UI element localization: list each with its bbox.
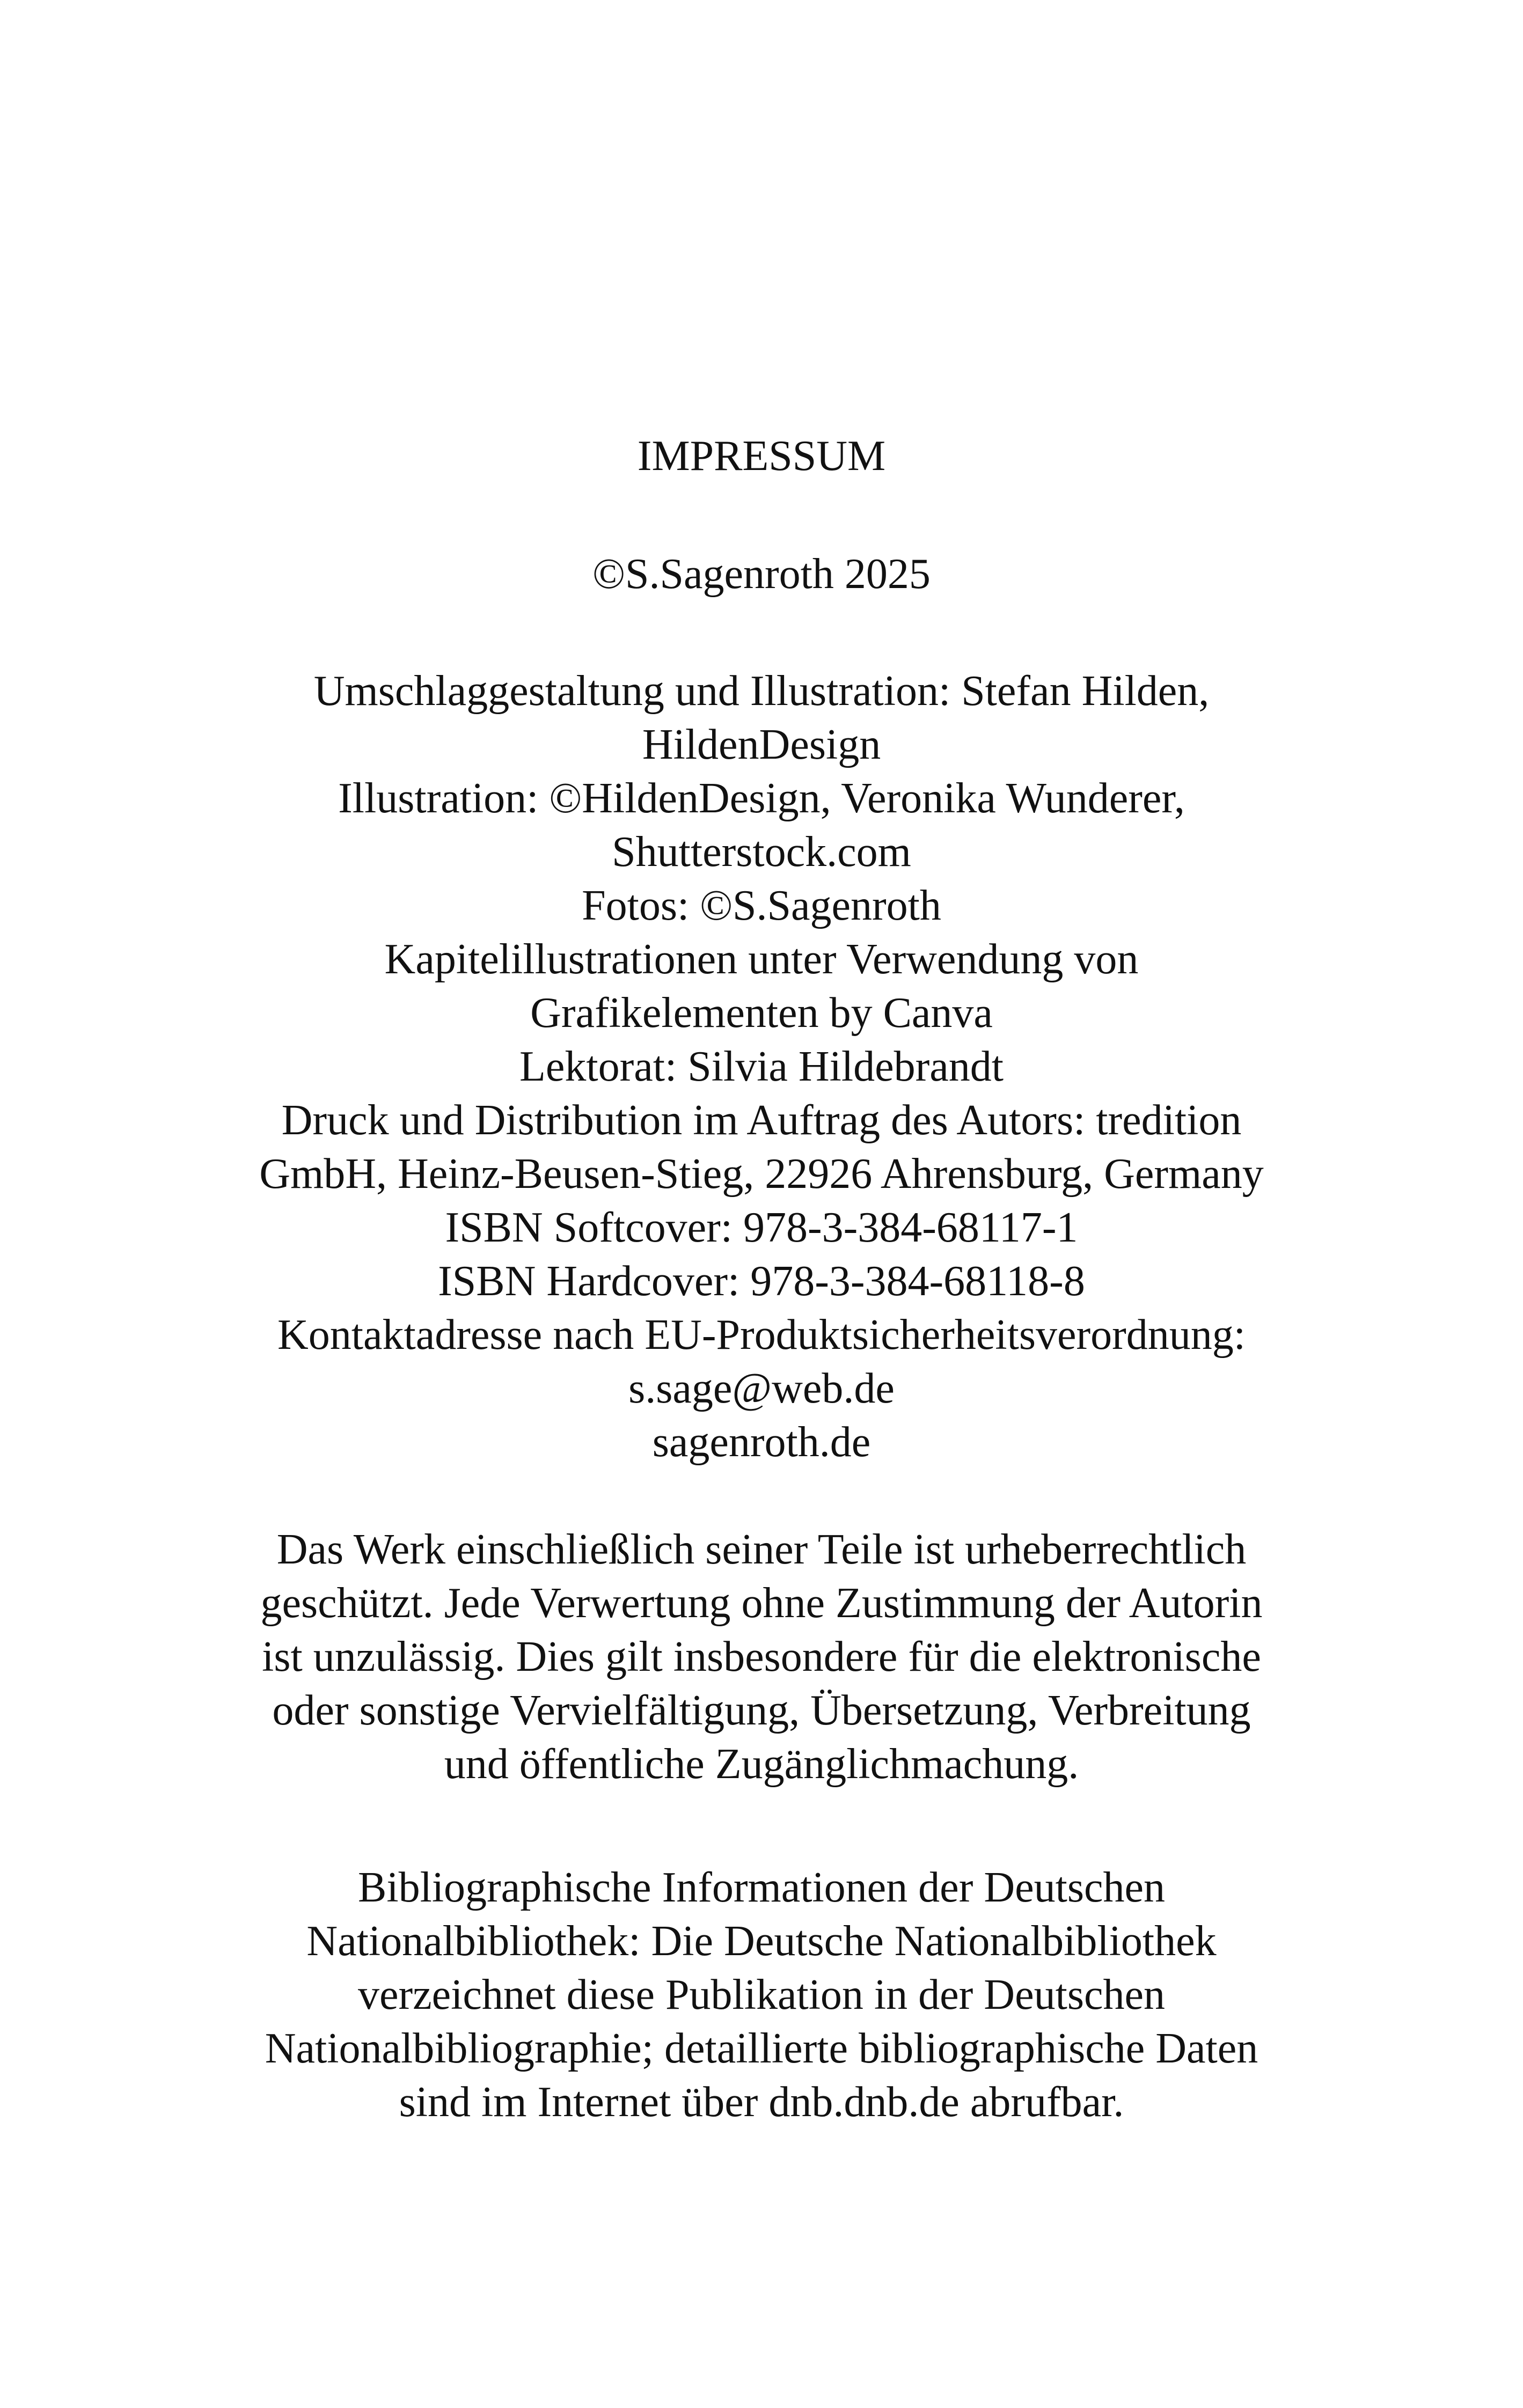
rights-line: ist unzulässig. Dies gilt insbesondere für die elektronische xyxy=(262,1633,1261,1680)
impressum-heading xyxy=(0,429,1523,483)
credit-line-publisher-address: GmbH, Heinz-Beusen-Stieg, 22926 Ahrensburg, Germany xyxy=(259,1150,1264,1198)
credit-line-chapter-illustrations-source: Grafikelementen by Canva xyxy=(530,989,993,1037)
bibliographic-notice xyxy=(0,1861,1523,2129)
isbn-softcover: ISBN Softcover: 978-3-384-68117-1 xyxy=(445,1204,1078,1251)
credit-line-illustration: Illustration: ©HildenDesign, Veronika Wunderer, xyxy=(338,775,1185,822)
credit-line-cover: Umschlaggestaltung und Illustration: Stefan Hilden, xyxy=(313,667,1210,715)
credit-line-photos: Fotos: ©S.Sagenroth xyxy=(582,882,941,929)
credit-line-distribution: Druck und Distribution im Auftrag des Autors: tredition xyxy=(281,1097,1242,1144)
contact-website: sagenroth.de xyxy=(652,1419,871,1466)
credit-line-illustration-source: Shutterstock.com xyxy=(612,828,911,876)
bibliography-line: Bibliographische Informationen der Deutschen xyxy=(358,1864,1165,1911)
credit-line-cover-studio: HildenDesign xyxy=(642,721,881,768)
bibliography-line: verzeichnet diese Publikation in der Deutschen xyxy=(358,1971,1165,2018)
rights-line: geschützt. Jede Verwertung ohne Zustimmung der Autorin xyxy=(260,1580,1263,1627)
contact-label: Kontaktadresse nach EU-Produktsicherheitsverordnung: xyxy=(277,1311,1246,1359)
bibliography-line: Nationalbibliographie; detaillierte bibliographische Daten xyxy=(265,2025,1258,2072)
rights-line: oder sonstige Vervielfältigung, Übersetzung, Verbreitung xyxy=(272,1687,1251,1734)
rights-notice xyxy=(0,1523,1523,1791)
rights-line: und öffentliche Zugänglichmachung. xyxy=(444,1741,1079,1788)
copyright-notice xyxy=(0,547,1523,601)
page-title: IMPRESSUM xyxy=(637,432,886,480)
credit-line-editing: Lektorat: Silvia Hildebrandt xyxy=(519,1043,1004,1090)
credit-line-chapter-illustrations: Kapitelillustrationen unter Verwendung von xyxy=(384,936,1139,983)
rights-line: Das Werk einschließlich seiner Teile ist urheberrechtlich xyxy=(276,1526,1247,1573)
bibliography-line: Nationalbibliothek: Die Deutsche Nationalbibliothek xyxy=(306,1918,1217,1965)
bibliography-line: sind im Internet über dnb.dnb.de abrufbar. xyxy=(399,2079,1124,2126)
isbn-hardcover: ISBN Hardcover: 978-3-384-68118-8 xyxy=(438,1258,1085,1305)
credits-section xyxy=(0,664,1523,1469)
copyright-line: ©S.Sagenroth 2025 xyxy=(592,550,931,598)
contact-email: s.sage@web.de xyxy=(628,1365,895,1412)
